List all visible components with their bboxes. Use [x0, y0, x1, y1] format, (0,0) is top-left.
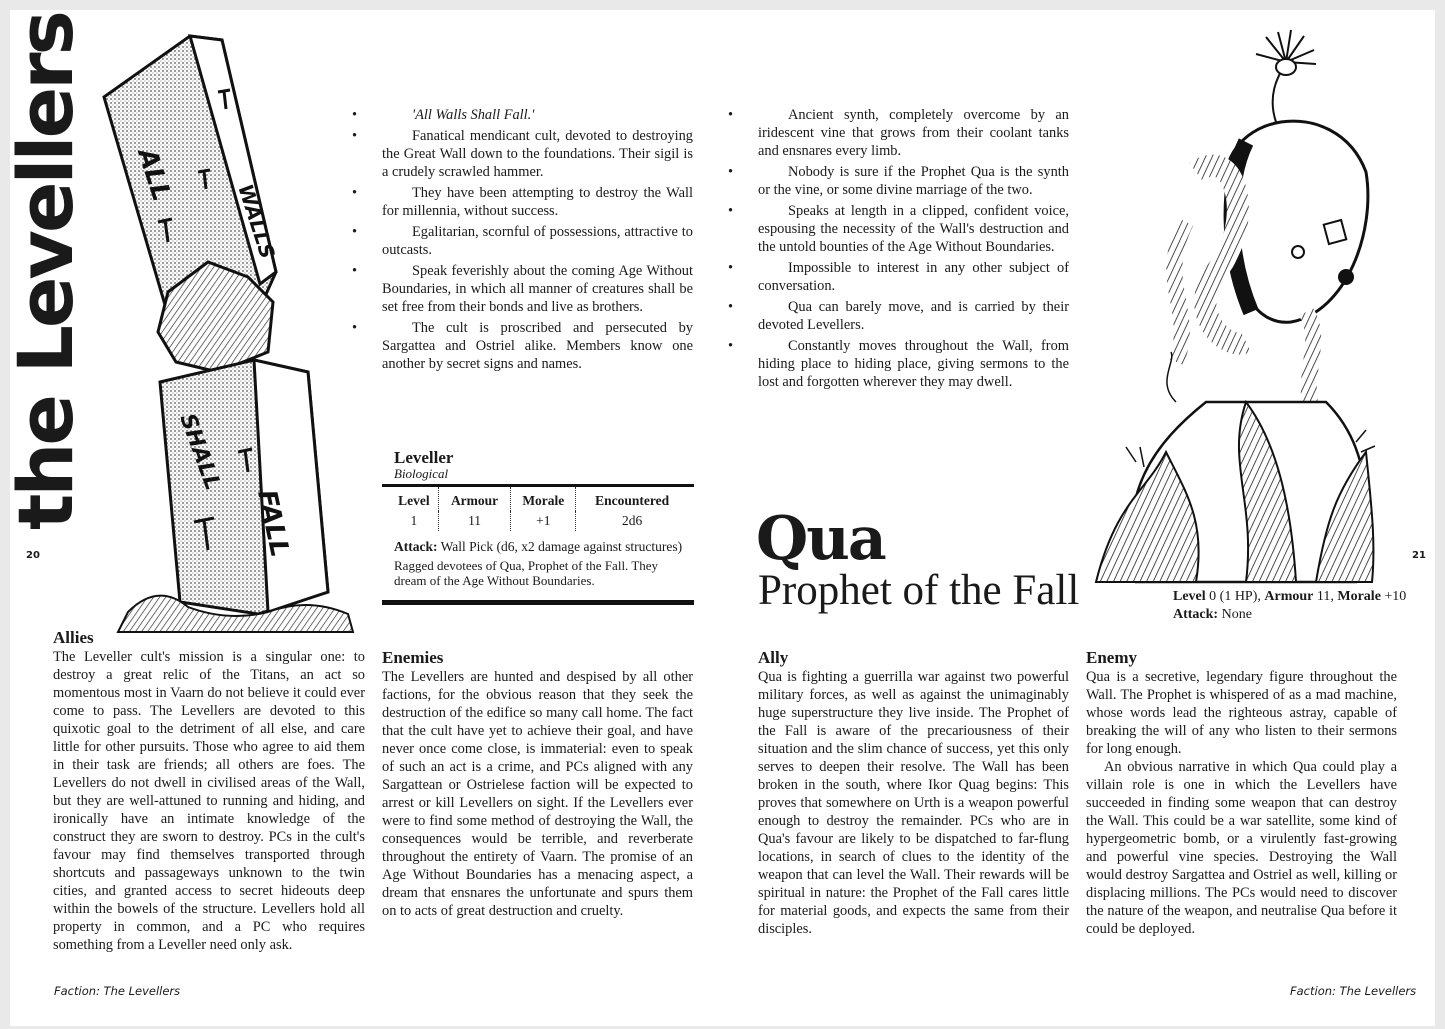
- list-item: • Impossible to interest in any other subject of conversation.: [758, 259, 1069, 295]
- stat-table: [390, 487, 688, 531]
- statblock-description: Ragged devotees of Qua, Prophet of the Fall. They dream of the Age Without Boundaries.: [394, 558, 659, 588]
- list-item: • Egalitarian, scornful of possessions, attractive to outcasts.: [382, 223, 693, 259]
- enemy-text-2: An obvious narrative in which Qua could play a villain role is one in which the Levellers have succeeded in finding some weapon that can destroy the Wall. This could be a war satellite, some kind of hypergeometric bomb, or a virulently fast-growing and powerful vine species. Destroying the Wall would destroy Sargattea and Ostriel as well, killing or displacing millions. The PCs would need to discover the nature of the weapon, and neutralise Qua before it could be deployed.: [1086, 759, 1397, 937]
- list-item: • 'All Walls Shall Fall.': [382, 106, 693, 124]
- faction-title: the Levellers: [1, 13, 90, 530]
- qua-traits-list: [758, 106, 1069, 394]
- statblock-name: Leveller: [394, 448, 454, 467]
- enemies-section: [382, 648, 693, 920]
- monolith-illustration-icon: [98, 22, 360, 634]
- npc-subtitle: Prophet of the Fall: [758, 567, 1080, 614]
- stat-header: Morale: [511, 487, 576, 511]
- page-number-right: 21: [1412, 550, 1426, 561]
- leveller-traits-list: [382, 106, 693, 376]
- list-item: • Constantly moves throughout the Wall, from hiding place to hiding place, giving sermons to the lost and forgotten wherever they may dwell.: [758, 337, 1069, 391]
- stat-header: Encountered: [576, 487, 688, 511]
- footer-right: Faction: The Levellers: [1290, 984, 1417, 998]
- vine-synth-illustration-icon: [1076, 22, 1376, 594]
- npc-name: Qua: [756, 504, 885, 574]
- list-item: • Nobody is sure if the Prophet Qua is the synth or the vine, or some divine marriage of the two.: [758, 163, 1069, 199]
- stat-header: Armour: [438, 487, 511, 511]
- enemy-section: [1086, 648, 1397, 938]
- stat-value: 11: [438, 511, 511, 531]
- enemies-text: The Levellers are hunted and despised by all other factions, for the obvious reason that they seek the destruction of the edifice so many call home. The fact that the cult have yet to achieve their goal, and have never once come close, is immaterial: even to speak of such an act is a crime, and PCs aligned with any Sargattean or Ostrielese faction will be expected to arrest or kill Levellers on sight. If the Levellers ever were to find some method of destroying the Wall, the consequences would be terrible, and reverberate throughout the entirety of Vaarn. The promise of an Age Without Boundaries has a menacing aspect, a dream that ensnares the unfortunate and spurs them on to acts of great destruction and cruelty.: [382, 669, 693, 919]
- footer-left: Faction: The Levellers: [54, 984, 181, 998]
- list-item: • Ancient synth, completely overcome by an iridescent vine that grows from their coolant tanks and ensnares every limb.: [758, 106, 1069, 160]
- list-item: • They have been attempting to destroy the Wall for millennia, without success.: [382, 184, 693, 220]
- list-item: • Speak feverishly about the coming Age Without Boundaries, in which all manner of creatures shall be set free from their bonds and live as brothers.: [382, 262, 693, 316]
- list-item: • Fanatical mendicant cult, devoted to destroying the Great Wall down to the foundations. Their sigil is a crudely scrawled hammer.: [382, 127, 693, 181]
- svg-text:SHALL: SHALL: [174, 410, 225, 494]
- ally-section: [758, 648, 1069, 938]
- stat-header: Level: [398, 493, 430, 508]
- list-item: • Qua can barely move, and is carried by their devoted Levellers.: [758, 298, 1069, 334]
- svg-text:ALL: ALL: [131, 144, 177, 205]
- enemies-heading: Enemies: [382, 648, 444, 667]
- stat-value: +1: [511, 511, 576, 531]
- enemy-heading: Enemy: [1086, 648, 1137, 667]
- ally-heading: Ally: [758, 648, 789, 667]
- list-item: • The cult is proscribed and persecuted by Sargattea and Ostriel alike. Members know one another by secret signs and names.: [382, 319, 693, 373]
- allies-heading: Allies: [53, 628, 94, 647]
- svg-text:FALL: FALL: [251, 487, 295, 560]
- book-spread: [1, 10, 1435, 1026]
- page-number-left: 20: [26, 550, 40, 561]
- allies-text: The Leveller cult's mission is a singular one: to destroy a great relic of the Titans, an act so momentous most in Vaarn do not believe it could ever come to pass. The Levellers are devoted to this quixotic goal to the detriment of all else, and care little for other pursuits. Those who agree to aid them in their task are friends; all others are foes. The Levellers do not dwell in civilised areas of the Wall, but they are well-attuned to running and hiding, and ironically have an intimate knowledge of the construct they are sworn to destroy. PCs in the cult's favour may find themselves transported through shortcuts and passageways unknown to the twin cities, and granted access to secret hideouts deep within the bowels of the structure. Levellers hold all property in common, and a PC who requires something from a Leveller need only ask.: [53, 649, 365, 953]
- npc-stats: Level 0 (1 HP), Armour 11, Morale +10 Attack: None: [1173, 589, 1407, 622]
- list-item: • Speaks at length in a clipped, confident voice, espousing the necessity of the Wall's destruction and the untold bounties of the Age Without Boundaries.: [758, 202, 1069, 256]
- ally-text: Qua is fighting a guerrilla war against two powerful military forces, as well as against the unimaginably huge superstructure they live inside. The Prophet of the Fall is aware of the precariousness of their situation and the slim chance of success, yet this only serves to deepen their resolve. The Wall has been broken in the south, where Ikor Quag begins: This proves that somewhere on Urth is a weapon powerful enough to destroy the remainder. PCs who are in Qua's favour are likely to be dispatched to far-flung locations, in search of clues to the identity of the weapon that can level the Wall. Their rewards will be spiritual in nature: the Prophet of the Fall cares little for material goods, and expects the same from their disciples.: [758, 669, 1069, 937]
- svg-text:WALLS: WALLS: [233, 181, 280, 262]
- allies-section: [53, 628, 365, 954]
- stat-value: 2d6: [576, 511, 688, 531]
- stat-value: 1: [410, 513, 418, 528]
- enemy-text-1: Qua is a secretive, legendary figure throughout the Wall. The Prophet is whispered of as a mad machine, whose words lead the righteous astray, capable of breaking the will of any who listen to their sermons for long enough.: [1086, 669, 1397, 757]
- statblock: [382, 448, 694, 605]
- statblock-type: Biological: [394, 466, 449, 481]
- statblock-attack: Attack: Wall Pick (d6, x2 damage against structures): [394, 539, 683, 554]
